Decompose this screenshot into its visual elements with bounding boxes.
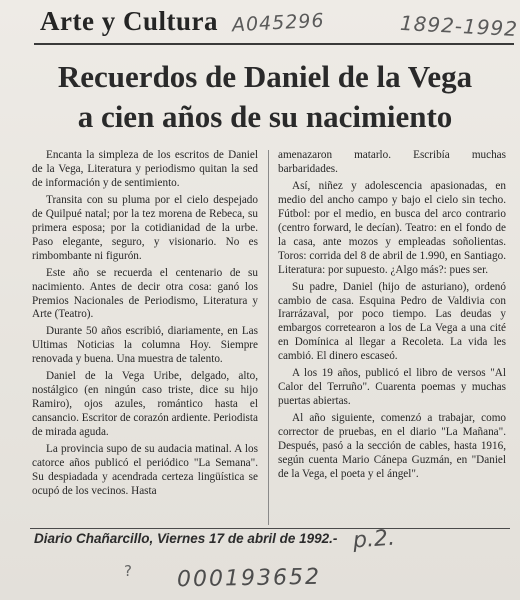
headline-line-1: Recuerdos de Daniel de la Vega — [57, 59, 473, 94]
source-line: Diario Chañarcillo, Viernes 17 de abril de 1992.- — [34, 531, 338, 546]
paragraph-continuation: amenazaron matarlo. Escribía muchas barbaridades. — [278, 149, 506, 175]
bottom-rule — [30, 528, 510, 529]
paragraph: Transita con su pluma por el cielo despejado de Quilpué natal; por la tez morena de Rebeca, su primera esposa; por la cotidianidad de la urbe. Paso elegante, seguro, y visionario. No es rimbombante ni figurón. — [32, 193, 258, 262]
paragraph: A los 19 años, publicó el libro de versos "Al Calor del Terruño". Cuarenta poemas y muchas puertas abiertas. — [278, 367, 506, 408]
paragraph: La provincia supo de su audacia matinal. A los catorce años publicó el periódico "La Semana". Su despiadada y acendrada certeza lingüística se ocupó de los vecinos. Hasta — [32, 443, 258, 497]
headline — [30, 57, 500, 137]
paragraph: Durante 50 años escribió, diariamente, en Las Ultimas Noticias la columna Hoy. Siempre renovada y buena. Una muestra de talento. — [32, 325, 258, 366]
section-title: Arte y Cultura — [40, 6, 218, 36]
top-rule — [34, 43, 514, 45]
paragraph: Este año se recuerda el centenario de su nacimiento. Antes de decir otra cosa: ganó los Premios Nacionales de Periodismo, Literatura y Arte (Teatro). — [32, 266, 258, 321]
article-column-left — [32, 149, 258, 502]
handwritten-archive-number: 000193652 — [176, 564, 322, 593]
column-divider — [268, 150, 269, 525]
paragraph: Su padre, Daniel (hijo de asturiano), ordenó cambio de casa. Esquina Pedro de Valdivia con Irarrázaval, por poco tiempo. Las deudas y embargos corretearon a los de La Vega a una cité en Domínica al llegar a Recoleta. La vida les cambió. El dinero escaseó. — [278, 280, 506, 363]
paragraph: Así, niñez y adolescencia apasionadas, en medio del ancho campo y bajo el cielo sin techo. Fútbol: por el medio, en busca del arco contrario (centro forward, le decían). Teatro: en el fondo de la casa, ante mozos y empleadas soñolientas. Toros: corrida del 8 de abril de 1.990, en Santiago. Literatura: por supuesto. ¿Algo más?: pues ser. — [278, 179, 506, 276]
article-column-right — [278, 149, 506, 485]
headline-line-2: a cien años de su nacimiento — [77, 99, 453, 134]
paragraph: Al año siguiente, comenzó a trabajar, como corrector de pruebas, en el diario "La Mañana". Después, pasó a la sección de cables, hasta 1916, según cuenta Mario Cánepa Guzmán, en "Daniel de la Vega, el poeta y el ángel". — [278, 412, 506, 480]
handwritten-small-mark: ? — [124, 562, 132, 580]
handwritten-code: A045296 — [231, 9, 326, 37]
paragraph: Encanta la simpleza de los escritos de Daniel de la Vega, Literatura y periodismo quitan la sed de información y de sentimiento. — [32, 149, 258, 189]
handwritten-years: 1892-1992 — [399, 10, 519, 42]
handwritten-page-mark: p.2. — [352, 525, 396, 554]
paragraph: Daniel de la Vega Uribe, delgado, alto, nostálgico (en ningún caso triste, dice su hijo Ramiro), ojos azules, romántico hasta el cansancio. Escritor de corazón ardiente. Periodista de mirada aguda. — [32, 370, 258, 439]
